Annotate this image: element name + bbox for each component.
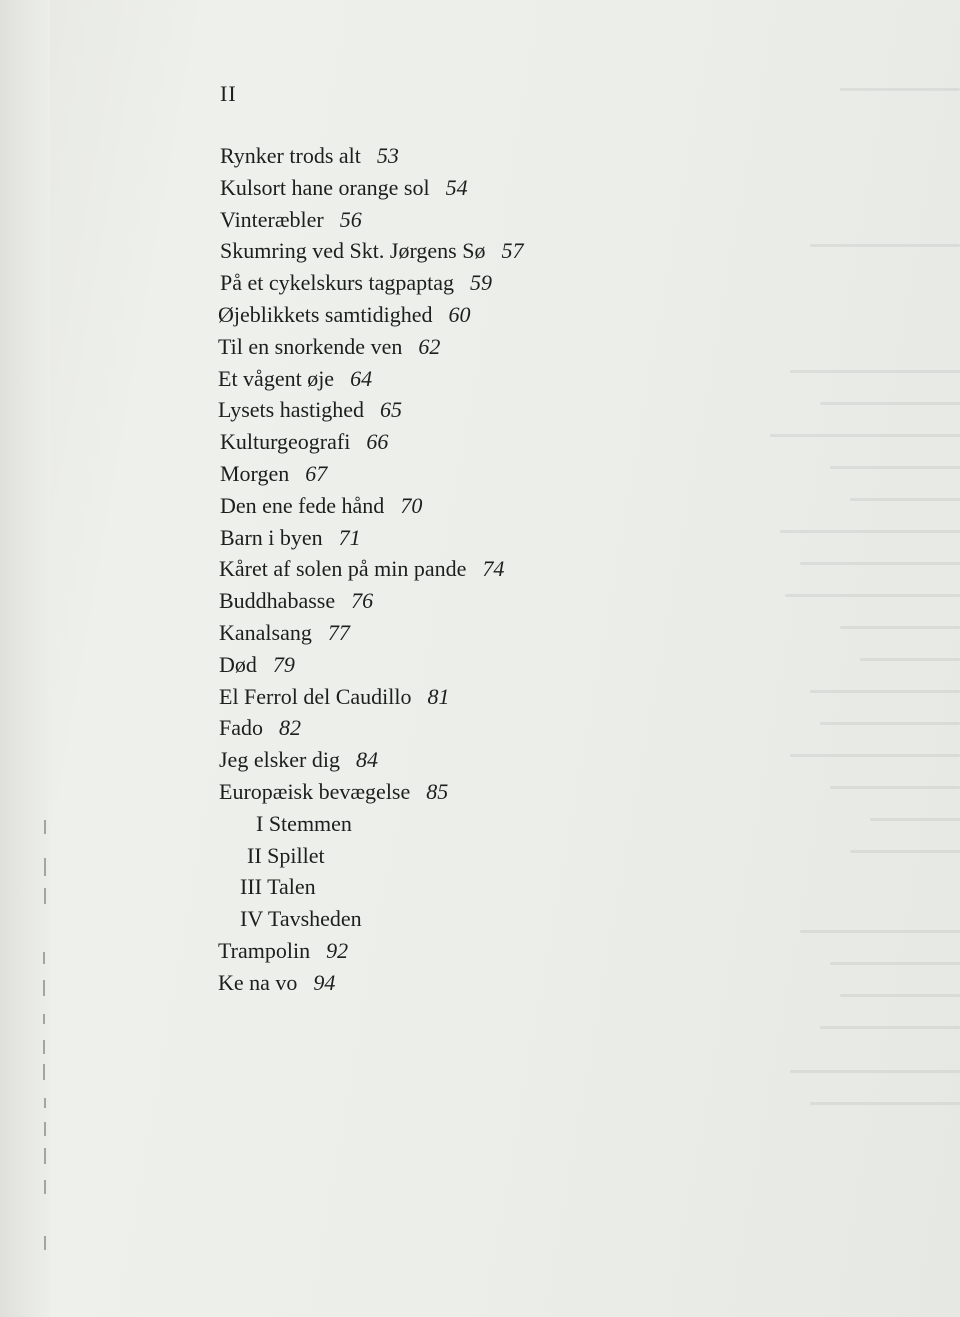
toc-entry-title: Barn i byen (220, 524, 323, 550)
toc-entry (219, 587, 373, 615)
toc-entry-page-number: 85 (426, 779, 449, 804)
toc-entry (218, 333, 440, 361)
toc-entry (218, 937, 348, 965)
toc-entry (220, 174, 468, 202)
toc-entry (220, 237, 523, 265)
toc-entry-page-number: 94 (313, 969, 336, 995)
toc-subentry: IV Tavsheden (240, 906, 362, 932)
toc-entry-page-number: 84 (355, 747, 378, 773)
toc-entry (220, 428, 388, 456)
toc-entry-title: Lysets hastighed (218, 397, 365, 423)
toc-entry (220, 269, 492, 297)
toc-entry (219, 714, 301, 742)
toc-entry-title: Jeg elsker dig (219, 747, 340, 773)
toc-entry (219, 619, 350, 647)
toc-entry-title: Ke na vo (218, 969, 298, 995)
toc-entry-title: Kulsort hane orange sol (220, 174, 430, 200)
toc-entry (218, 969, 335, 997)
toc-entry-title: Et vågent øje (218, 365, 335, 391)
toc-entry-page-number: 64 (350, 365, 373, 391)
toc-entry-title: Kanalsang (219, 620, 312, 645)
toc-entry-title: Kåret af solen på min pande (219, 556, 467, 582)
toc-entry (220, 206, 362, 234)
toc-entry (220, 524, 361, 552)
toc-entry (220, 492, 422, 520)
toc-entry-title: Kulturgeografi (220, 429, 351, 455)
toc-subentry: I Stemmen (256, 810, 352, 836)
toc-entry-page-number: 92 (326, 938, 349, 963)
toc-entry-title: På et cykelskurs tagpaptag (220, 270, 454, 296)
toc-entry (218, 396, 402, 424)
section-heading: II (220, 81, 237, 106)
toc-entry (218, 301, 470, 329)
toc-entry-page-number: 79 (272, 651, 295, 677)
toc-entry-page-number: 67 (305, 461, 328, 486)
toc-entry-page-number: 65 (380, 397, 403, 423)
toc-subentry: III Talen (240, 874, 316, 900)
toc-entry-title: Morgen (220, 461, 290, 486)
toc-entry-title: Til en snorkende ven (218, 333, 403, 359)
toc-entry (219, 555, 504, 583)
toc-entry-page-number: 82 (279, 715, 301, 741)
toc-entry-page-number: 56 (339, 206, 362, 232)
toc-entry (219, 778, 448, 806)
toc-entry-title: Rynker trods alt (220, 143, 361, 168)
toc-entry-page-number: 81 (427, 683, 450, 709)
toc-entry-page-number: 71 (338, 524, 361, 550)
toc-entry-page-number: 62 (418, 333, 441, 359)
toc-entry-page-number: 54 (445, 174, 468, 200)
toc-entry-title: Fado (219, 715, 263, 741)
toc-entry-title: Europæisk bevægelse (219, 779, 411, 804)
toc-entry-title: Død (219, 651, 257, 677)
toc-entry-page-number: 76 (351, 588, 374, 614)
toc-entry-title: El Ferrol del Caudillo (219, 683, 412, 709)
toc-entry-title: Vinteræbler (220, 206, 324, 232)
toc-entry (219, 683, 449, 711)
toc-entry-title: Buddhabasse (219, 588, 336, 614)
toc-entry-title: Den ene fede hånd (220, 492, 385, 518)
toc-entry-page-number: 59 (470, 270, 492, 296)
toc-entry-page-number: 77 (327, 620, 350, 645)
toc-entry (220, 142, 399, 170)
toc-subentry: II Spillet (247, 842, 325, 868)
toc-entry-page-number: 66 (366, 429, 389, 455)
toc-entry-title: Trampolin (218, 938, 311, 963)
toc-entry-title: Skumring ved Skt. Jørgens Sø (220, 238, 486, 264)
toc-entry-page-number: 70 (400, 492, 423, 518)
toc-entry-page-number: 74 (482, 556, 505, 582)
toc-entry (219, 651, 295, 679)
toc-entry-title: Øjeblikkets samtidighed (218, 302, 433, 327)
toc-entry (220, 460, 327, 488)
toc-entry (219, 746, 378, 774)
toc-entry-page-number: 53 (376, 143, 399, 168)
toc-entry (218, 365, 372, 393)
toc-entry-page-number: 60 (448, 302, 471, 327)
toc-entry-page-number: 57 (501, 238, 524, 264)
